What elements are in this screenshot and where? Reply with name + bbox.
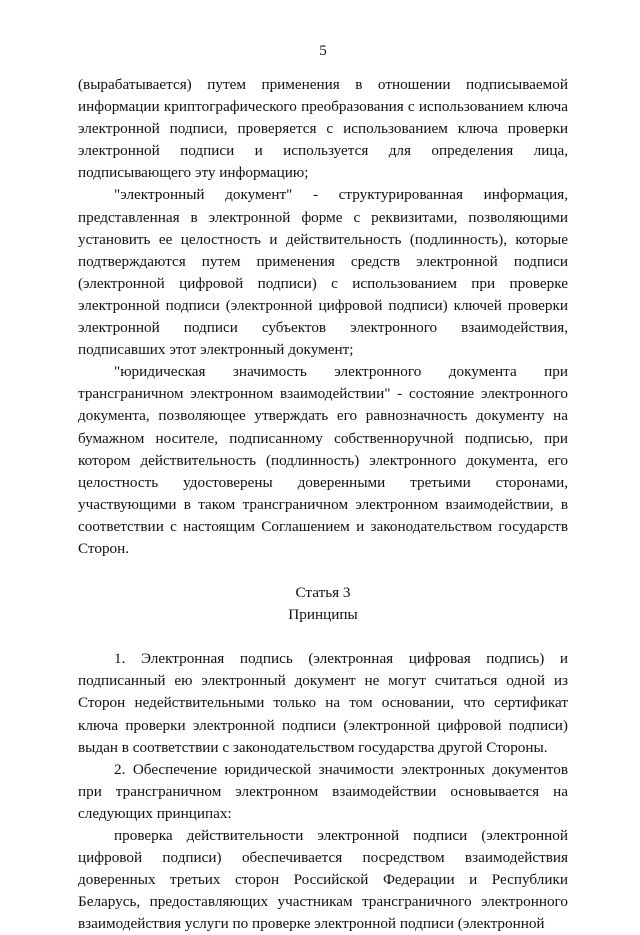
document-body — [78, 74, 568, 935]
article-heading-block — [78, 582, 568, 626]
article-title: Принципы — [288, 606, 358, 624]
definition-legal-significance: "юридическая значимость электронного документа при трансграничном электронном взаимодействии" - состояние электронного документа, позволяющее утверждать его равнозначность документу на бумажном носителе, подписанному собственноручной подписью, при котором действительность (подлинность) электронного документа, его целостность удостоверены доверенными третьими сторонами, участвующими в таком трансграничном электронном взаимодействии, в соответствии с настоящим Соглашением и законодательством государств Сторон. — [78, 363, 568, 557]
article-number: Статья 3 — [295, 584, 351, 602]
page-number: 5 — [319, 43, 327, 59]
article-clause-2: 2. Обеспечение юридической значимости электронных документов при трансграничном электронном взаимодействии основывается на следующих принципах: — [78, 760, 568, 822]
article-clause-1: 1. Электронная подпись (электронная цифровая подпись) и подписанный ею электронный документ не могут считаться одной из Сторон недействительными только на том основании, что сертификат ключа проверки электронной подписи (электронной цифровой подписи) выдан в соответствии с законодательством государства другой Стороны. — [78, 650, 568, 756]
principle-item: проверка действительности электронной подписи (электронной цифровой подписи) обеспечивается посредством взаимодействия доверенных третьих сторон Российской Федерации и Республики Беларусь, предоставляющих участникам трансграничного электронного взаимодействия услуги по проверке электронной подписи (электронной — [78, 827, 568, 933]
paragraph-continuation: (вырабатывается) путем применения в отношении подписываемой информации криптографического преобразования с использованием ключа электронной подписи, проверяется с использованием ключа проверки электронной подписи и используется для определения лица, подписывающего эту информацию; — [78, 76, 568, 182]
definition-electronic-document: "электронный документ" - структурированная информация, представленная в электронной форме с реквизитами, позволяющими установить ее целостность и действительность (подлинность), которые подтверждаются путем применения средств электронной подписи (электронной цифровой подписи) с использованием при проверке электронной подписи (электронной цифровой подписи) ключей проверки электронной подписи субъектов электронного взаимодействия, подписавших этот электронный документ; — [78, 186, 568, 359]
